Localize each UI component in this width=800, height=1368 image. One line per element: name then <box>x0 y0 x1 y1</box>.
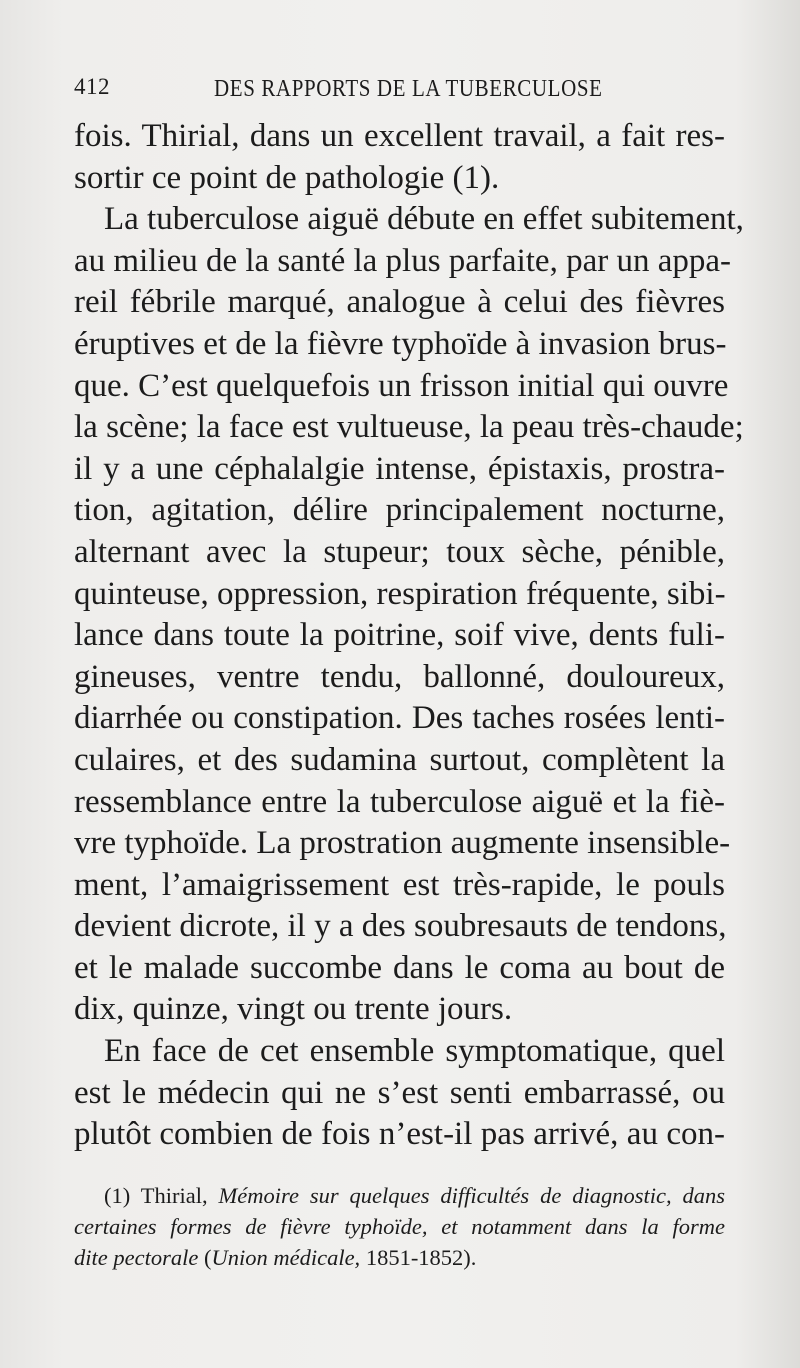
text-line: vre typhoïde. La prostration augmente insensible- <box>74 825 731 862</box>
footnote-line <box>74 1180 725 1211</box>
text-line: il y a une céphalalgie intense, épistaxis, prostra- <box>74 450 725 487</box>
body-text <box>74 116 744 1156</box>
text-line: quinteuse, oppression, respiration fréquente, sibi- <box>74 575 726 612</box>
text-line: fois. Thirial, dans un excellent travail, a fait res- <box>74 118 725 154</box>
footnote-title: Mémoire sur quelques difficultés de diagnostic, dans <box>218 1183 726 1208</box>
footnote-line <box>74 1242 725 1273</box>
text-line: gineuses, ventre tendu, ballonné, douloureux, <box>74 658 725 695</box>
text-line: et le malade succombe dans le coma au bout de <box>74 949 725 986</box>
text-line: La tuberculose aiguë débute en effet subitement, <box>104 201 744 238</box>
text-line: plutôt combien de fois n’est-il pas arrivé, au con- <box>74 1116 725 1153</box>
text-line: diarrhée ou constipation. Des taches rosées lenti- <box>74 700 725 737</box>
running-head: DES RAPPORTS DE LA TUBERCULOSE <box>214 74 603 102</box>
text-line: devient dicrote, il y a des soubresauts de tendons, <box>74 908 727 945</box>
text-line: tion, agitation, délire principalement nocturne, <box>74 492 725 529</box>
text-line: sortir ce point de pathologie (1). <box>74 159 500 196</box>
footnote-journal: Union médicale, <box>211 1245 361 1270</box>
text-line: ressemblance entre la tuberculose aiguë et la fiè- <box>74 783 725 820</box>
text-line: culaires, et des sudamina surtout, complètent la <box>74 741 725 778</box>
text-line: que. C’est quelquefois un frisson initial qui ouvre <box>74 367 729 404</box>
text-line: la scène; la face est vultueuse, la peau très-chaude; <box>74 409 744 446</box>
text-line: En face de cet ensemble symptomatique, quel <box>104 1033 725 1070</box>
text-line: lance dans toute la poitrine, soif vive, dents fuli- <box>74 617 725 654</box>
footnote-author: Thirial, <box>140 1183 208 1208</box>
text-line: reil fébrile marqué, analogue à celui des fièvres <box>74 284 725 321</box>
text-line: éruptives et de la fièvre typhoïde à invasion brus- <box>74 325 727 362</box>
text-line: ment, l’amaigrissement est très-rapide, le pouls <box>74 866 725 903</box>
footnote <box>74 1180 725 1273</box>
footnote-marker: (1) <box>104 1183 131 1208</box>
footnote-paren: ( <box>203 1245 212 1270</box>
page-number: 412 <box>74 74 110 99</box>
text-line: au milieu de la santé la plus parfaite, par un appa- <box>74 242 731 279</box>
footnote-years: 1851-1852). <box>365 1245 477 1270</box>
text-line: alternant avec la stupeur; toux sèche, pénible, <box>74 533 725 570</box>
footnote-line: certaines formes de fièvre typhoïde, et notamment dans la forme <box>74 1214 725 1239</box>
page-header <box>74 74 722 108</box>
footnote-title-end: dite pectorale <box>74 1245 199 1270</box>
text-line: est le médecin qui ne s’est senti embarrassé, ou <box>74 1074 725 1111</box>
text-line: dix, quinze, vingt ou trente jours. <box>74 991 513 1028</box>
